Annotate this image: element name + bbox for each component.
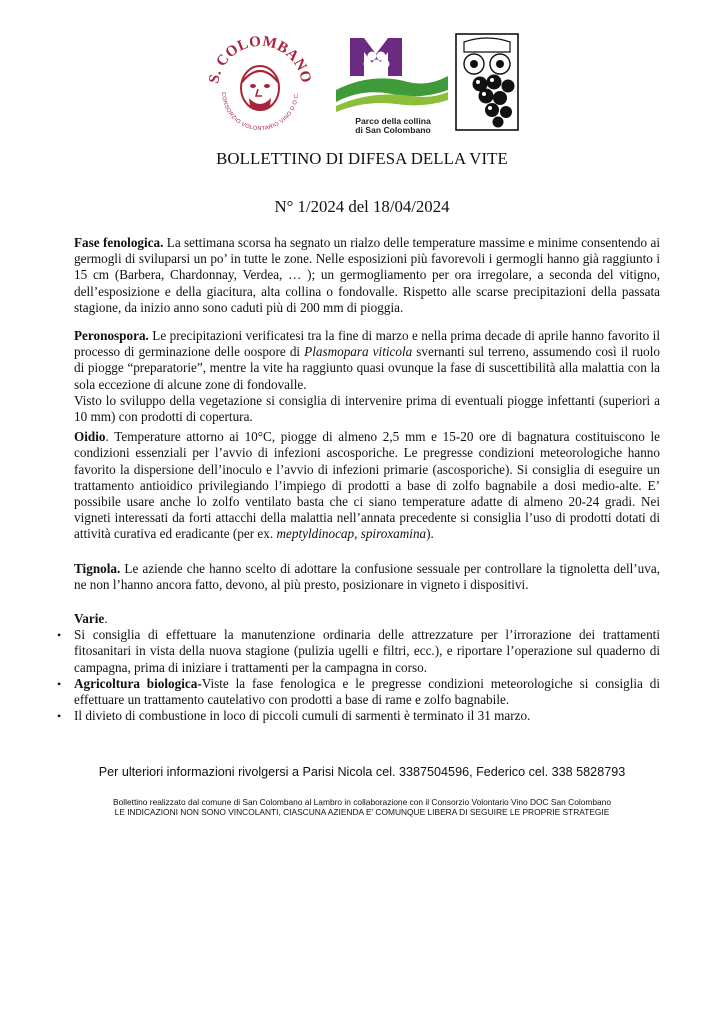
section-tignola: Tignola. Le aziende che hanno scelto di adottare la confusione sessuale per controllare la tignoletta dell’uva, ne non l’hanno ancora fatto, devono, al più presto, posizionare in vigneto i dispositivi. — [74, 560, 660, 592]
parco-logo-line1: Parco della collina — [355, 116, 431, 126]
bulletin-title: BOLLETTINO DI DIFESA DELLA VITE — [216, 149, 508, 168]
footer-disclaimer: LE INDICAZIONI NON SONO VINCOLANTI, CIASCUNA AZIENDA E’ COMUNQUE LIBERA DI SEGUIRE LE PROPRIE STRATEGIE — [114, 807, 610, 817]
list-item: • Si consiglia di effettuare la manutenzione ordinaria delle attrezzature per l’irrorazione dei trattamenti fitosanitari in vista della nuova stagione (pulizia ugelli e filtri, ecc.), e riportare l’operazione sul quaderno di campagna, prima di iniziare i trattamenti per la campagna in corso. — [57, 627, 660, 675]
section-varie-heading: Varie. — [74, 611, 108, 627]
footer — [0, 797, 724, 817]
consorzio-logo-bottom-text: CONSORZIO VOLONTARIO VINO D.O.C. — [219, 91, 301, 133]
bullet-icon: • — [57, 676, 62, 691]
contact-info: Per ulteriori informazioni rivolgersi a Parisi Nicola cel. 3387504596, Federico cel. 338 5828793 — [98, 765, 626, 779]
bulletin-number-date: N° 1/2024 del 18/04/2024 — [274, 197, 450, 216]
consorzio-logo-top-text: S. COLOMBANO — [206, 33, 314, 85]
comune-crest-logo — [454, 32, 520, 132]
section-heading: Tignola. — [74, 560, 121, 576]
section-fase-fenologica: Fase fenologica. La settimana scorsa ha segnato un rialzo delle temperature massime e minime consentendo ai germogli di sviluparsi un po’ in tutte le zone. Nelle esposizioni più favorevoli i germogli hanno già raggiunto i 15 cm (Barbera, Chardonnay, Verdea, … ); un germogliamento per ora irregolare, a seconda del vitigno, dell’esposizione e della giacitura, alta collina o fondovalle. Rispetto alle scarse precipitazioni della passata stagione, da inizio anno sono caduti più di 200 mm di pioggia. — [74, 235, 660, 315]
section-heading: Fase fenologica. — [74, 235, 164, 250]
bulletin-content — [57, 235, 660, 724]
list-item: • Il divieto di combustione in loco di piccoli cumuli di sarmenti è terminato il 31 marzo. — [57, 708, 531, 724]
section-oidio: Oidio. Temperature attorno ai 10°C, piogge di almeno 2,5 mm e 15-20 ore di bagnatura costituiscono le condizioni essenziali per l’avvio di infezioni ascosporiche. Le pregresse condizioni meteorologiche hanno favorito la dispersione dell’inoculo e l’avvio di infezioni primarie (ascosporiche). Si consiglia di eseguire un trattamento antioidico privilegiando l’impiego di prodotti a base di zolfo bagnabile a dosi medio-alte. E’ possibile usare anche lo zolfo ventilato basta che ci siano temperature adatte di almeno 20-24 gradi. Nei vigneti interessati da forti attacchi della malattia nell’annata precedente si consiglia l’uso di prodotti dotati di attività curativa ed eradicante (per ex. meptyldinocap, spiroxamina). — [74, 429, 660, 542]
section-peronospora: Peronospora. Le precipitazioni verificatesi tra la fine di marzo e nella prima decade di aprile hanno favorito il processo di germinazione delle oospore di Plasmopara viticola svernanti sul terreno, assumendo così il ruolo di piogge “preparatorie”, mentre la vite ha raggiunto quasi ovunque la fase di suscettibilità alla malattia con la sola eccezione di alcune zone di fondovalle. — [74, 328, 660, 392]
varie-list — [57, 627, 660, 724]
bullet-icon: • — [57, 709, 62, 724]
bullet-icon: • — [57, 628, 62, 643]
section-heading: Oidio — [74, 429, 106, 445]
parco-logo-line2: di San Colombano — [355, 125, 431, 135]
list-item: • Agricoltura biologica-Viste la fase fenologica e le pregresse condizioni meteorologiche si consiglia di effettuare un trattamento cautelativo con prodotti a base di rame e zolfo bagnabile. — [57, 675, 660, 708]
consorzio-logo — [200, 26, 320, 136]
section-peronospora-advice: Visto lo sviluppo della vegetazione si consiglia di intervenire prima di eventuali piogge infettanti (superiori a 10 mm) con prodotti di copertura. — [74, 392, 660, 425]
section-heading: Peronospora. — [74, 328, 149, 344]
parco-collina-logo — [332, 30, 454, 136]
logos-header — [0, 26, 724, 136]
footer-credit: Bollettino realizzato dal comune di San Colombano al Lambro in collaborazione con il Consorzio Volontario Vino DOC San Colombano — [113, 797, 611, 807]
